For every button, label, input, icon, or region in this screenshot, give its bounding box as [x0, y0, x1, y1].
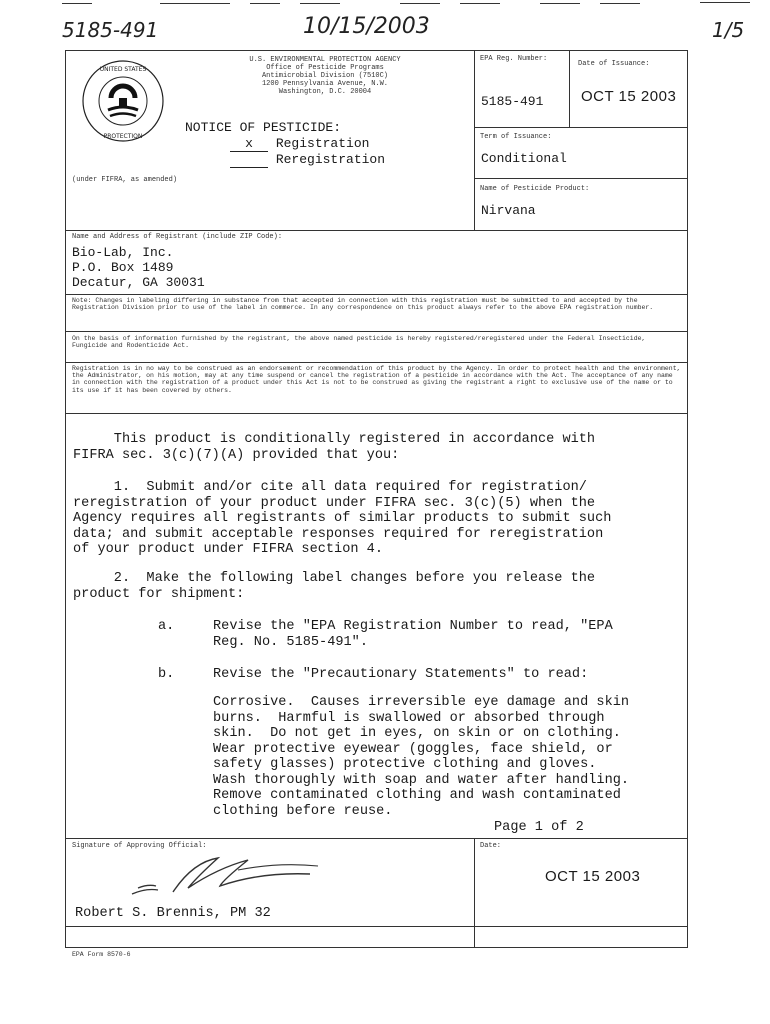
epa-reg-label: EPA Reg. Number:: [480, 55, 548, 63]
precautionary-statement: Corrosive. Causes irreversible eye damage and skin burns. Harmful is swallowed or absorbed through skin. Do not get in eyes, on skin or on clothing. Wear protective eyewear (goggles, face shield, or safety glasses) protective clothing and gloves. Wash thoroughly with soap and water after handling. Remove contaminated clothing and wash contaminated clothing before reuse.: [213, 695, 630, 819]
hand-reg-number: 5185-491: [62, 18, 159, 42]
epa-seal-icon: [80, 58, 166, 144]
date-issuance-label: Date of Issuance:: [578, 60, 650, 68]
notice-title: NOTICE OF PESTICIDE:: [185, 120, 342, 135]
date-issuance-value: OCT 15 2003: [581, 88, 677, 105]
signature-date-value: OCT 15 2003: [545, 868, 641, 885]
registrant-label: Name and Address of Registrant (include ZIP Code):: [72, 233, 283, 241]
official-name: Robert S. Brennis, PM 32: [75, 906, 271, 921]
term-label: Term of Issuance:: [480, 133, 552, 141]
labeling-note: Note: Changes in labeling differing in substance from that accepted in connection with this registration must be submitted to and accepted by the Registration Division prior to use of the label in commerce. In any correspondence on this product always refer to the above EPA registration number.: [72, 297, 654, 312]
term-value: Conditional: [481, 151, 567, 166]
under-fifra: (under FIFRA, as amended): [72, 176, 178, 184]
product-value: Nirvana: [481, 203, 536, 218]
svg-text:UNITED STATES: UNITED STATES: [99, 66, 147, 73]
item-b-letter: b.: [158, 667, 175, 682]
conditional-intro: This product is conditionally registered in accordance with FIFRA sec. 3(c)(7)(A) provided that you:: [73, 432, 596, 463]
agency-address: U.S. ENVIRONMENTAL PROTECTION AGENCY Office of Pesticide Programs Antimicrobial Division (7510C) 1200 Pennsylvania Avenue, N.W. Washington, D.C. 20004: [249, 56, 401, 96]
registration-checkbox: x Registration: [230, 136, 369, 152]
basis-statement: On the basis of information furnished by the registrant, the above named pesticide is hereby registered/reregistered under the Federal Insecticide, Fungicide and Rodenticide Act.: [72, 335, 646, 350]
top-dashes: [0, 0, 770, 6]
item-a-text: Revise the "EPA Registration Number to read, "EPA Reg. No. 5185-491".: [213, 619, 613, 650]
signature-date-label: Date:: [480, 842, 502, 850]
registrant-address: Bio-Lab, Inc. P.O. Box 1489 Decatur, GA 30031: [72, 245, 205, 290]
item-b-text: Revise the "Precautionary Statements" to read:: [213, 667, 589, 682]
signature-label: Signature of Approving Official:: [72, 842, 207, 850]
form-number: EPA Form 8570-6: [72, 951, 131, 958]
epa-reg-value: 5185-491: [481, 94, 544, 109]
svg-text:PROTECTION: PROTECTION: [103, 133, 143, 140]
hand-date: 10/15/2003: [303, 14, 430, 39]
condition-item-2: 2. Make the following label changes before you release the product for shipment:: [73, 571, 596, 602]
condition-item-1: 1. Submit and/or cite all data required for registration/ reregistration of your product under FIFRA sec. 3(c)(5) when the Agency requires all registrants of similar products to submit such data; and submit acceptable responses required for reregistration of your product under FIFRA section 4.: [73, 480, 612, 557]
reregistration-checkbox: Reregistration: [230, 152, 385, 168]
registration-disclaimer: Registration is in no way to be construed as an endorsement or recommendation of this product by the Agency. In order to protect health and the environment, the Administrator, on his motion, may at any time suspend or cancel the registration of a pesticide in accordance with the Act. The acceptance of any name in connection with the registration of a product under this Act is not to be construed as giving the registrant a right to exclusive use of the name or to its use if it has been covered by others.: [72, 365, 681, 394]
item-a-letter: a.: [158, 619, 175, 634]
page-indicator: Page 1 of 2: [494, 820, 584, 835]
hand-page: 1/5: [712, 18, 745, 42]
signature-scribble-icon: [118, 850, 358, 900]
product-label: Name of Pesticide Product:: [480, 185, 590, 193]
